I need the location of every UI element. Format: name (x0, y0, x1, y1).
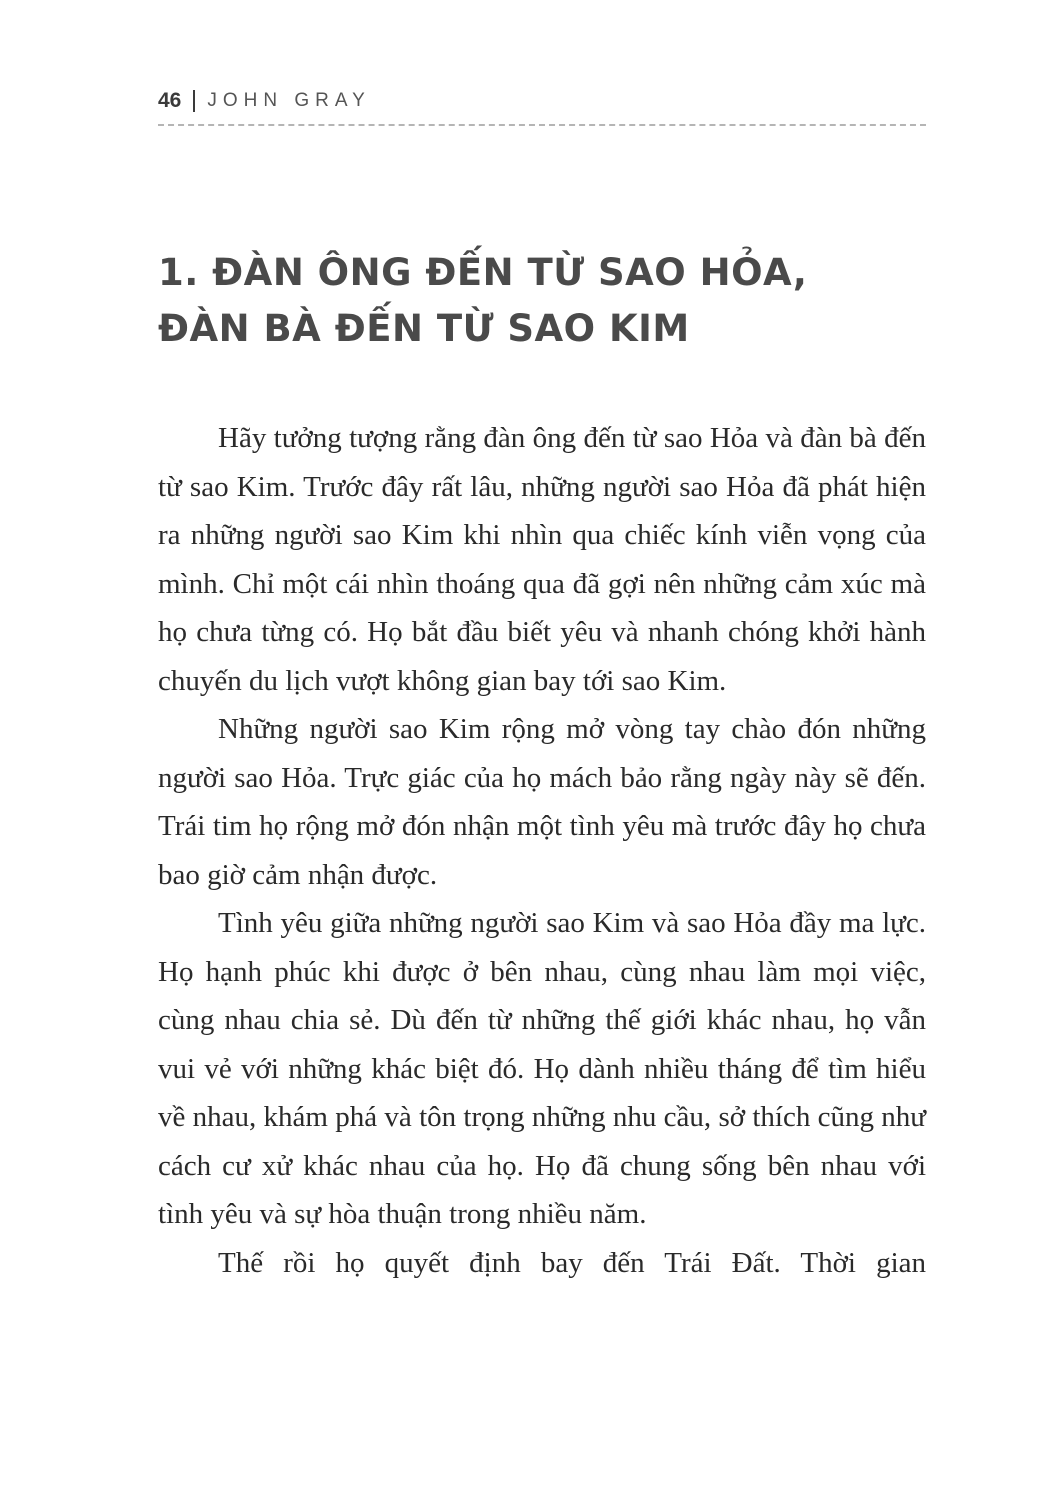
page-number: 46 (158, 89, 182, 112)
paragraph: Thế rồi họ quyết định bay đến Trái Đất. Thời gian (218, 1246, 926, 1279)
body-text (158, 414, 926, 1287)
header-divider (193, 90, 195, 112)
chapter-title-line-1: 1. ĐÀN ÔNG ĐẾN TỪ SAO HỎA, (158, 251, 808, 294)
page-header (158, 86, 926, 126)
paragraph: Những người sao Kim rộng mở vòng tay chào đón những người sao Hỏa. Trực giác của họ mách bảo rằng ngày này sẽ đến. Trái tim họ rộng mở đón nhận một tình yêu mà trước đây họ chưa bao giờ cảm nhận được. (158, 713, 926, 891)
paragraph: Hãy tưởng tượng rằng đàn ông đến từ sao Hỏa và đàn bà đến từ sao Kim. Trước đây rất lâu, những người sao Hỏa đã phát hiện ra những người sao Kim khi nhìn qua chiếc kính viễn vọng của mình. Chỉ một cái nhìn thoáng qua đã gợi nên những cảm xúc mà họ chưa từng có. Họ bắt đầu biết yêu và nhanh chóng khởi hành chuyến du lịch vượt không gian bay tới sao Kim. (158, 422, 926, 697)
chapter-title (158, 245, 958, 357)
running-head-author: JOHN GRAY (207, 90, 371, 111)
chapter-title-line-2: ĐÀN BÀ ĐẾN TỪ SAO KIM (158, 307, 690, 350)
paragraph: Tình yêu giữa những người sao Kim và sao Hỏa đầy ma lực. Họ hạnh phúc khi được ở bên nhau, cùng nhau làm mọi việc, cùng nhau chia sẻ. Dù đến từ những thế giới khác nhau, họ vẫn vui vẻ với những khác biệt đó. Họ dành nhiều tháng để tìm hiểu về nhau, khám phá và tôn trọng những nhu cầu, sở thích cũng như cách cư xử khác nhau của họ. Họ đã chung sống bên nhau với tình yêu và sự hòa thuận trong nhiều năm. (158, 907, 926, 1230)
